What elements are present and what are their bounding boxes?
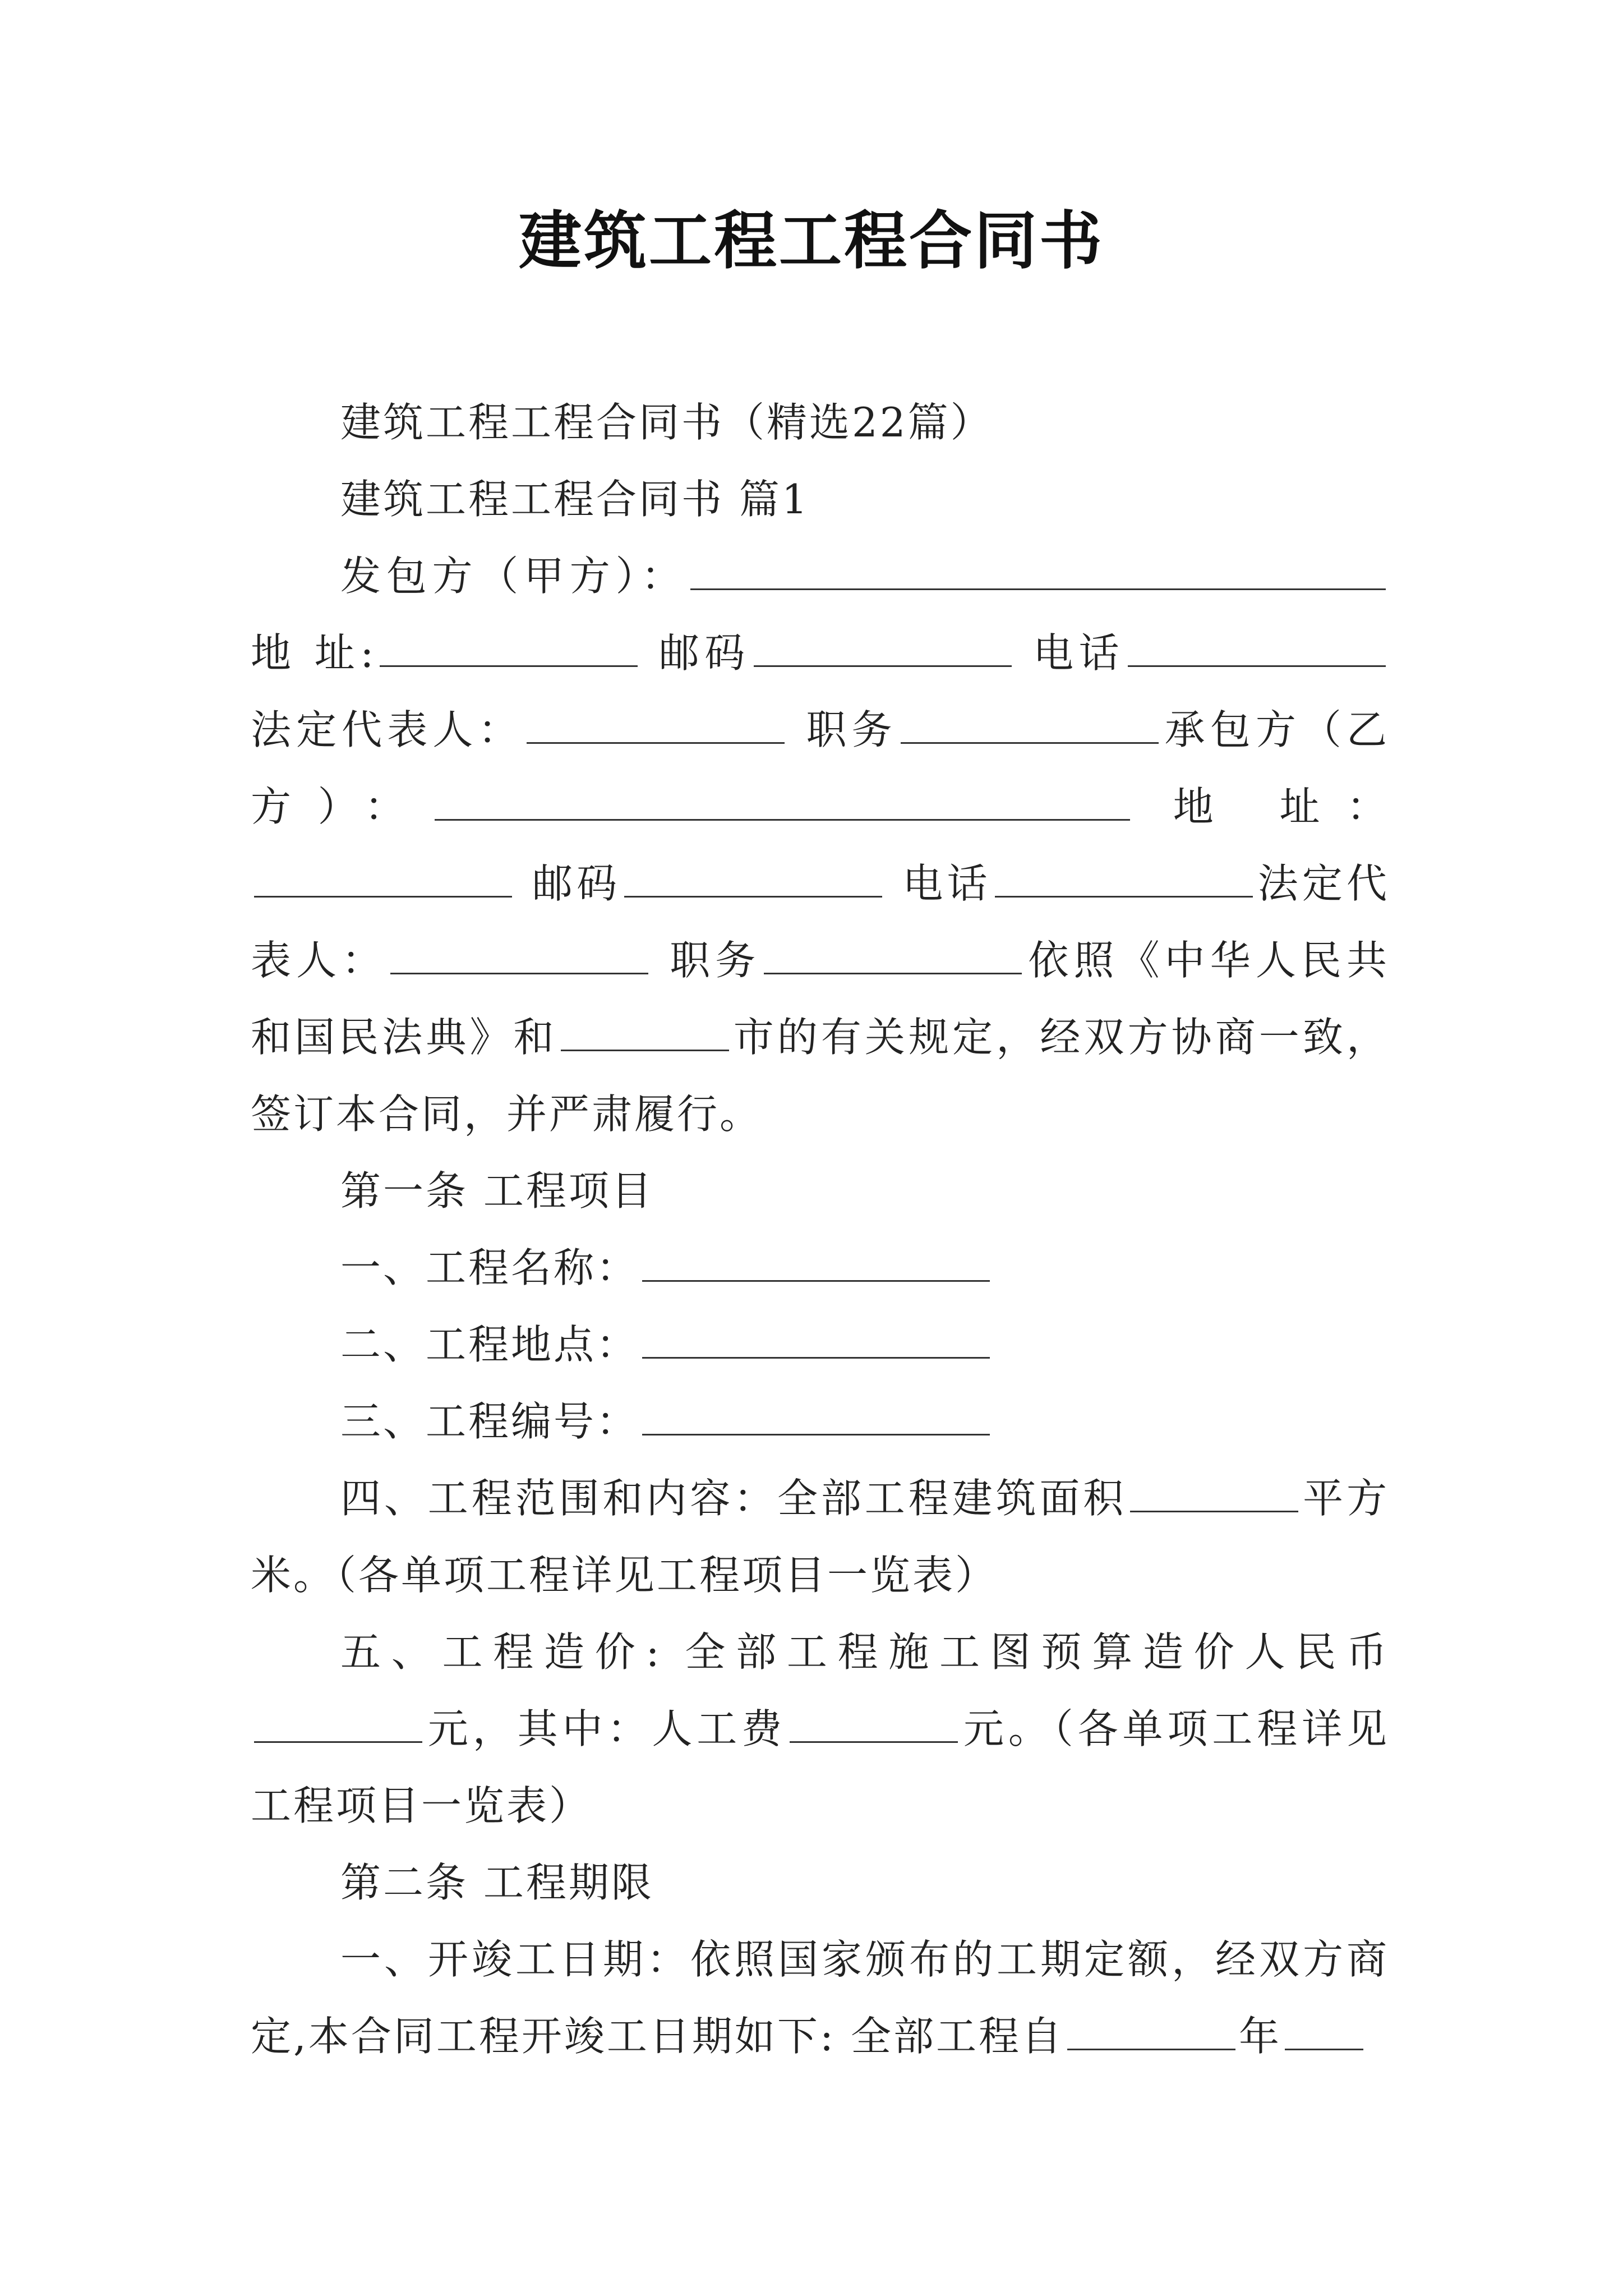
zip2-blank <box>624 860 882 898</box>
project-name-blank <box>642 1244 990 1282</box>
scope-text: 四、工程范围和内容：全部工程建筑面积 <box>340 1475 1127 1522</box>
document-title: 建筑工程工程合同书 <box>519 204 1104 278</box>
rep-blank <box>527 706 785 744</box>
rep-label: 法定代表人： <box>251 706 524 753</box>
party-b-blank <box>435 783 1130 821</box>
party-a-label: 发包方（甲方）： <box>340 553 687 600</box>
article-2-heading <box>251 1844 1389 1921</box>
rep2-blank <box>390 937 648 974</box>
cost-text: 五、工程造价: 全部工程施工图预算造价人民币 <box>340 1628 1389 1676</box>
zip2-label: 邮码 <box>532 860 621 907</box>
project-name-label: 一、工程名称： <box>340 1244 639 1291</box>
article-2-text: 第二条 工程期限 <box>340 1859 654 1906</box>
city-blank <box>561 1014 729 1051</box>
article-1-item-1 <box>251 1230 1389 1306</box>
document-body <box>251 384 1389 2075</box>
position2-blank <box>764 937 1022 974</box>
schedule-text: 一、开竣工日期：依照国家颁布的工期定额，经双方商定,本合同工程开竣工日期如下: 全部工程自 <box>251 1936 1389 2060</box>
month-blank <box>1285 2013 1363 2050</box>
scope-unit-text: 平方米。（各单项工程详见工程项目一览表） <box>251 1475 1389 1599</box>
year-blank <box>1067 2013 1235 2050</box>
article-1-text: 第一条 工程项目 <box>340 1167 654 1214</box>
tel2-blank <box>995 860 1253 898</box>
project-number-blank <box>642 1398 990 1435</box>
address2-label: 地 址： <box>1173 783 1389 830</box>
zip-blank <box>754 629 1012 667</box>
section-heading-text: 建筑工程工程合同书 篇1 <box>340 476 810 523</box>
position-label: 职务 <box>806 706 897 753</box>
article-2-item-1 <box>251 1921 1389 2075</box>
cost-note-text: 元。（各单项工程详见工程项目一览表） <box>251 1705 1389 1829</box>
party-a-blank <box>690 553 1386 590</box>
year-label: 年 <box>1239 2013 1282 2060</box>
legal-basis-text: 依照《中华人民共和国民法典》和 <box>251 937 1389 1061</box>
rep2-label: 法定代表人： <box>251 860 1389 984</box>
article-1-item-3 <box>251 1383 1389 1460</box>
address2-blank <box>254 860 512 898</box>
tel2-label: 电话 <box>902 860 992 907</box>
agreement-text: 市的有关规定，经双方协商一致，签订本合同，并严肃履行。 <box>251 1014 1389 1138</box>
labor-cost-text: 元，其中：人工费 <box>426 1705 787 1752</box>
article-1-item-2 <box>251 1306 1389 1383</box>
paragraph-subtitle <box>251 384 1389 461</box>
subtitle-text: 建筑工程工程合同书（精选22篇） <box>340 399 993 446</box>
project-number-label: 三、工程编号： <box>340 1398 639 1445</box>
article-1-heading <box>251 1153 1389 1230</box>
address-label: 地 址: <box>251 629 376 677</box>
labor-cost-blank <box>790 1705 958 1743</box>
zip-label: 邮码 <box>658 629 750 677</box>
position2-label: 职务 <box>670 937 761 984</box>
paragraph-parties <box>251 538 1389 1153</box>
party-b-label: 承包方（乙方）： <box>251 706 1389 830</box>
address-blank <box>380 629 638 667</box>
project-location-label: 二、工程地点： <box>340 1321 639 1368</box>
paragraph-section-heading <box>251 461 1389 538</box>
area-blank <box>1130 1475 1298 1512</box>
position-blank <box>901 706 1159 744</box>
cost-blank <box>254 1705 422 1743</box>
tel-label: 电话 <box>1033 629 1124 677</box>
tel-blank <box>1128 629 1386 667</box>
article-1-item-4 <box>251 1460 1389 1614</box>
article-1-item-5 <box>251 1614 1389 1844</box>
project-location-blank <box>642 1321 990 1359</box>
